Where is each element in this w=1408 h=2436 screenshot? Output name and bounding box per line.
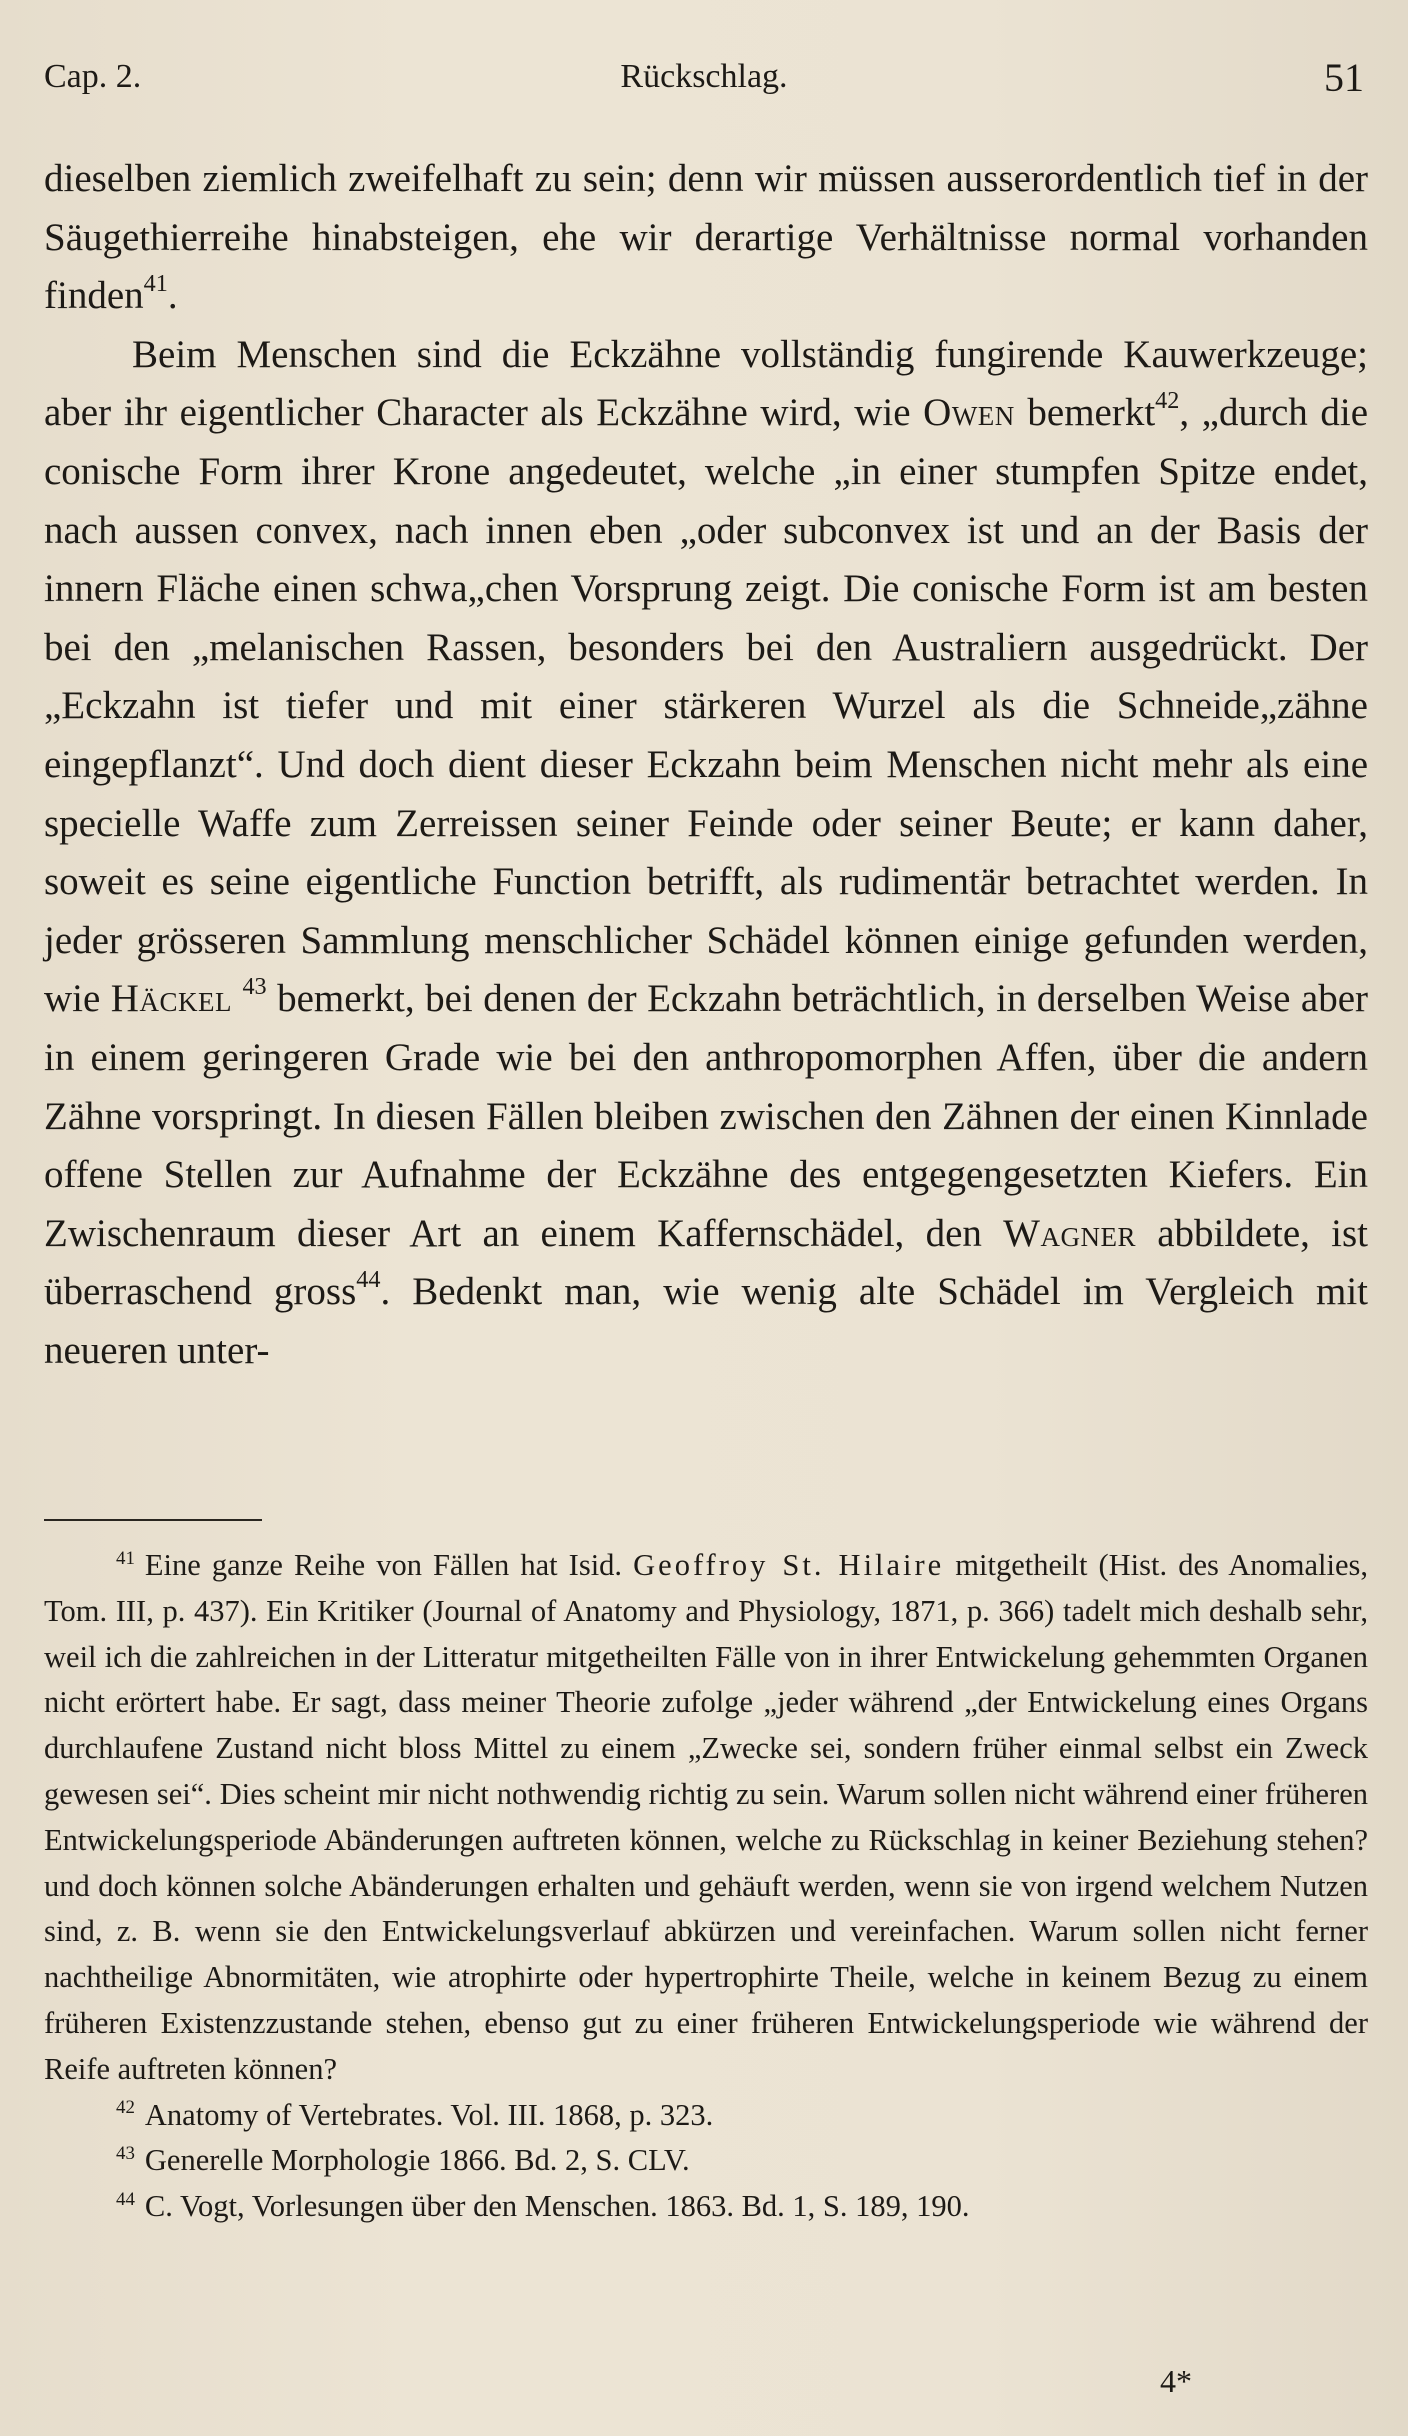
chapter-label: Cap. 2. <box>44 58 142 95</box>
footnote-ref-41: 41 <box>143 270 168 298</box>
text-run: C. Vogt, Vorlesungen über den Menschen. 1863. Bd. 1, S. 189, 190. <box>144 2189 970 2224</box>
footnote-ref-44: 44 <box>356 1266 381 1294</box>
footnote-mark: 44 <box>116 2188 135 2210</box>
main-text <box>44 150 1368 1380</box>
signature-mark: 4* <box>1160 2363 1192 2399</box>
text-run: . Bedenkt man, wie wenig alte Schädel im Vergleich mit neueren unter- <box>44 1270 1368 1372</box>
footnote-42 <box>44 2093 1368 2139</box>
author-name-wagner: Wagner <box>1003 1211 1136 1255</box>
running-title: Rückschlag. <box>620 58 788 95</box>
text-run: dieselben ziemlich zweifelhaft zu sein; denn wir müssen ausserordentlich tief in der Säugethierreihe hinabsteigen, ehe wir derartige Verhältnisse normal vorhanden finden <box>44 157 1368 318</box>
footnote-ref-42: 42 <box>1155 387 1180 415</box>
footnote-mark: 41 <box>116 1547 135 1569</box>
footnote-divider <box>44 1519 262 1521</box>
text-run: , „durch die conische Form ihrer Krone angedeutet, welche „in einer stumpfen Spitze endet, nach aussen convex, nach innen eben „oder subconvex ist und an der Basis der innern Fläche einen schwa„chen Vorsprung zeigt. Die conische Form ist am besten bei den „melanischen Rassen, besonders bei den Australiern ausgedrückt. Der „Eckzahn ist tiefer und mit einer stärkeren Wurzel als die Schneide„zähne eingepflanzt“. Und doch dient dieser Eckzahn beim Menschen nicht mehr als eine specielle Waffe zum Zerreissen seiner Feinde oder seiner Beute; er kann daher, soweit es seine eigentliche Function betrifft, als rudimentär betrachtet werden. In jeder grösseren Sammlung menschlicher Schädel können einige gefunden werden, wie <box>44 391 1369 1021</box>
page-number: 51 <box>1324 55 1364 100</box>
running-header <box>44 55 1364 108</box>
text-run: Eine ganze Reihe von Fällen hat Isid. <box>144 1548 623 1582</box>
text-run: mitgetheilt (Hist. des Anomalies, Tom. III, p. 437). Ein Kritiker (Journal of Anatomy and Physiology, 1871, p. 366) tadelt mich deshalb sehr, weil ich die zahlreichen in der Litteratur mitgetheilten Fälle von in ihrer Entwickelung gehemmten Organen nicht erörtert habe. Er sagt, dass meiner Theorie zufolge „jeder während „der Entwickelung eines Organs durchlaufene Zustand nicht bloss Mittel zu einem „Zwecke sei, sondern früher einmal selbst ein Zweck gewesen sei“. Dies scheint mir nicht nothwendig richtig zu sein. Warum sollen nicht während einer früheren Entwickelungsperiode Abänderungen auftreten können, welche zu Rückschlag in keiner Beziehung stehen? und doch können solche Abänderungen erhalten und gehäuft werden, wenn sie von irgend welchem Nutzen sind, z. B. wenn sie den Entwickelungsverlauf abkürzen und vereinfachen. Warum sollen nicht ferner nachtheilige Abnormitäten, wie atrophirte oder hypertrophirte Theile, welche in keinem Bezug zu einem früheren Existenzzustande stehen, ebenso gut zu einer früheren Entwickelungsperiode wie während der Reife auftreten können? <box>44 1548 1368 2086</box>
footnote-ref-43: 43 <box>242 973 267 1001</box>
footnote-43 <box>44 2138 1368 2184</box>
footnote-mark: 43 <box>116 2143 135 2165</box>
footnotes <box>44 1543 1368 2230</box>
text-run: . <box>167 274 178 318</box>
text-run: Generelle Morphologie 1866. Bd. 2, S. CLV. <box>144 2143 690 2178</box>
author-name-geoffroy: Geoffroy St. Hilaire <box>633 1548 945 1582</box>
paragraph-2 <box>44 326 1368 1381</box>
author-name-owen: Owen <box>923 391 1015 435</box>
footnote-44 <box>44 2184 1368 2230</box>
paragraph-1 <box>44 150 1368 326</box>
text-run: bemerkt, bei denen der Eckzahn beträchtlich, in derselben Weise aber in einem geringeren Grade wie bei den anthropomorphen Affen, über die andern Zähne vorspringt. In diesen Fällen bleiben zwischen den Zähnen der einen Kinnlade offene Stellen zur Aufnahme der Eckzähne des entgegengesetzten Kiefers. Ein Zwischenraum dieser Art an einem Kaffernschädel, den <box>44 977 1369 1255</box>
footnote-41 <box>44 1543 1368 2093</box>
text-run: Beim Menschen sind die Eckzähne vollständig fungirende Kauwerkzeuge; aber ihr eigentlicher Character als Eckzähne wird, wie <box>44 332 1368 435</box>
footnote-mark: 42 <box>116 2097 135 2119</box>
author-name-haeckel: Häckel <box>110 977 232 1021</box>
text-run: Anatomy of Vertebrates. Vol. III. 1868, p. 323. <box>144 2097 714 2132</box>
text-run: bemerkt <box>1027 391 1156 435</box>
text-run: abbildete, ist überraschend gross <box>44 1211 1369 1314</box>
